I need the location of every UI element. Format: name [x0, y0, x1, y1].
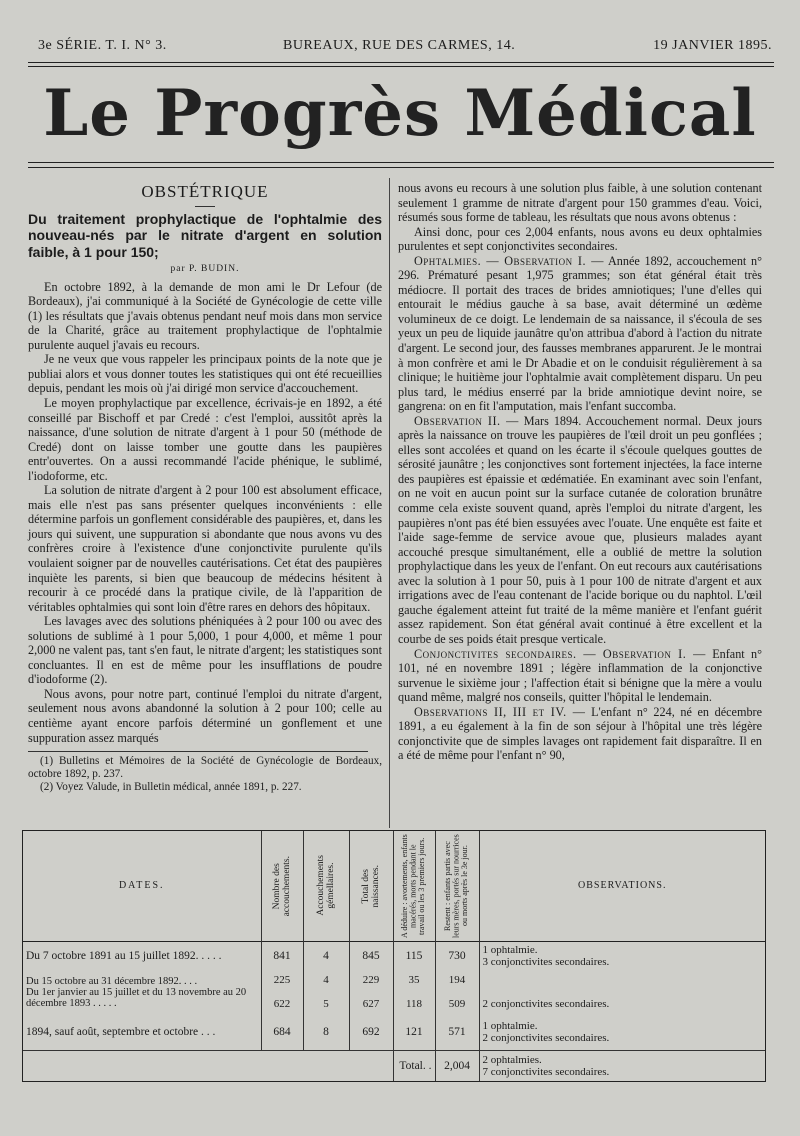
cell-observations: 1 ophtalmie. 3 conjonctivites secondaires. — [482, 943, 610, 968]
observation — [398, 705, 762, 763]
table-header-row — [23, 831, 765, 941]
cell-value: 8 — [303, 1015, 349, 1050]
cell-value: 225 622 — [261, 970, 303, 1015]
article-author: par P. BUDIN. — [170, 264, 240, 275]
footnote: (1) Bulletins et Mémoires de la Société de Gynécologie de Bordeaux, octobre 1892, p. 237. — [28, 755, 382, 781]
cell-value: 4 5 — [303, 970, 349, 1015]
observation — [398, 647, 762, 705]
header-dates: DATES. — [23, 831, 261, 941]
cell-value: 730 — [435, 941, 479, 970]
observation-lead: Conjonctivites secondaires. — Observation I. — — [414, 646, 706, 661]
issue-address: BUREAUX, RUE DES CARMES, 14. — [283, 38, 516, 53]
masthead-rule — [28, 162, 774, 163]
observation-text: Enfant n° 101, né en novembre 1891 ; légère inflammation de la conjonctive survenue le sixième jour ; l'affection était si bénigne que la mère a voulu quand même, malgré nos conseils, quitter l'hôpital le lendemain. — [398, 646, 762, 705]
footnote-rule — [28, 751, 368, 752]
cell-value: 35 118 — [393, 970, 435, 1015]
cell-value: 684 — [261, 1015, 303, 1050]
cell-value: 845 — [349, 941, 393, 970]
statistics-table — [22, 830, 766, 1082]
header-rule — [28, 62, 774, 63]
paragraph: Le moyen prophylactique par excellence, écrivais-je en 1892, a été conseillé par Bischoff et par Credé : c'est l'emploi, aussitôt après la naissance, d'une solution de nitrate d'argent à 1 pour 50 (méthode de Credé) dont on laisse tomber une goutte dans les paupières entr'ouvertes. On a aussi recommandé l'acide phénique, le sublimé, l'iodoforme, etc. — [28, 395, 382, 483]
masthead: Le Progrès Médical — [43, 76, 757, 151]
table-total-row — [23, 1050, 765, 1081]
footnote: (2) Voyez Valude, in Bulletin médical, année 1891, p. 227. — [40, 781, 302, 794]
total-label: Total. . — [393, 1050, 435, 1081]
table-row — [23, 970, 765, 1015]
observation — [398, 414, 762, 647]
header-total-naissances: Total des naissances. — [349, 831, 393, 941]
section-title: OBSTÉTRIQUE — [141, 182, 269, 201]
header-gemellaires: Accouchements gémellaires. — [303, 831, 349, 941]
table-row — [23, 1015, 765, 1050]
paragraph: Ainsi donc, pour ces 2,004 enfants, nous avons eu deux ophtalmies purulentes et sept conjonctivites secondaires. — [398, 224, 762, 254]
issue-header — [38, 38, 772, 56]
cell-value: 194 509 — [435, 970, 479, 1015]
cell-value: 4 — [303, 941, 349, 970]
observation-lead: Observation II. — — [414, 413, 519, 428]
cell-value: 571 — [435, 1015, 479, 1050]
cell-dates: Du 7 octobre 1891 au 15 juillet 1892. . . . . — [23, 941, 261, 970]
observation-text: Mars 1894. Accouchement normal. Deux jours après la naissance on trouve les paupières de l'œil droit un peu gonflées ; elles sont accolées et quand on les écarte il s'écoule quelques gouttes de sérosité jaunâtre ; les conjonctives sont fortement injectées, la face interne des paupières est épaissie et œdématiée. En examinant avec soin l'enfant, on ne voit en aucun point sur la surface cutanée de coloration brunâtre comme cela existe souvent quand, après l'emploi du nitrate d'argent, les paupières n'ont pas été bien essuyées avec l'ouate. Une enquête est faite et l'aide sage-femme de service avoue que, plusieurs malades ayant accouché presque simultanément, elle a oublié de mettre la solution prophylactique dans les yeux de l'enfant. On eut recours aux cautérisations avec la solution à 1 pour 50, puis à 1 pour 100 de nitrate d'argent et aux irrigations avec de l'eau contenant de l'acide borique ou du naphtol. L'œil gauche également atteint fut traité de la même manière et l'enfant guérit assez rapidement. Son état général avait continué à être excellent et la courbe de ses poids était presque verticale. — [398, 413, 762, 646]
header-rule-thin — [28, 66, 774, 67]
observation-lead: Observations II, III et IV. — — [414, 704, 586, 719]
paragraph: Je ne veux que vous rappeler les principaux points de la note que je publiai alors et vous donner toutes les statistiques qui ont été recueillies depuis, pendant les mois où j'ai dirigé mon service d'accouchement. — [28, 352, 382, 396]
paragraph: La solution de nitrate d'argent à 2 pour 100 est absolument efficace, mais elle n'est pas sans présenter quelques inconvénients : elle détermine parfois un gonflement considérable des paupières, et, dans les jours qui suivent, une suppuration si abondante que nous avons vu des confrères croire à l'existence d'une conjonctivite purulente qu'ils voulaient soigner par de nouvelles cautérisations. Cet état des paupières inquiète les parents, si bien que beaucoup de médecins hésitent à recourir à ce procédé dans la pratique civile, de là l'apparition de véritables ophtalmies qui sont loin d'être rares en dehors des hôpitaux. — [28, 483, 382, 614]
observation-text: Année 1892, accouchement n° 296. Prématuré pesant 1,975 grammes; son état général était très médiocre. Il portait des traces de brides amniotiques; l'une d'elles qui entourait le médius gauche à sa base, avait déterminé un œdème volumineux de ce doigt. Le lendemain de sa naissance, il s'écoula de ses yeux un peu de liquide jaunâtre qu'on attribua d'abord à l'action du nitrate d'argent. Le second jour, des fausses membranes apparurent. Je le montrai à mon confrère et ami le Dr Abadie et on le conduisit régulièrement à sa clinique; le huitième jour l'ophtalmie avait complètement disparu. Un peu plus tard, le médius enserré par la bride amniotique devint noire, se gangrena: on en fit l'amputation, mais l'enfant succomba. — [398, 253, 762, 414]
header-restent: Restent : enfants partis avec leurs mères, portés sur nourrices ou morts après le 3e jour. — [435, 831, 479, 941]
observation-text: L'enfant n° 224, né en décembre 1891, a eu également à la fin de son séjour à l'hôpital une très légère conjonctivite que de simples lavages ont rapidement fait disparaître. Il en a été de même pour l'enfant n° 90, — [398, 704, 763, 763]
paragraph: Nous avons, pour notre part, continué l'emploi du nitrate d'argent, seulement nous avons abandonné la solution à 2 pour 100; celle au centième ayant encore parfois déterminé un gonflement et une suppuration assez marqués — [28, 686, 382, 745]
cell-value: 121 — [393, 1015, 435, 1050]
table-row — [23, 941, 765, 970]
right-column — [398, 181, 762, 763]
observation — [398, 254, 762, 414]
total-observations: 2 ophtalmies. 7 conjonctivites secondaires. — [479, 1050, 765, 1081]
cell-empty — [23, 1050, 393, 1081]
paragraph: Les lavages avec des solutions phéniquées à 2 pour 100 ou avec des solutions de sublimé à 1 pour 5,000, 1 pour 4,000, et même 1 pour 2,000 ne valent pas, tant s'en faut, le nitrate d'argent; les statistiques sont concluantes. Il en est de même pour les insufflations de poudre d'iodoforme (2). — [28, 614, 382, 687]
left-column — [28, 183, 382, 794]
title-dash — [195, 206, 215, 207]
cell-dates: Du 15 octobre au 31 décembre 1892. . . . Du 1er janvier au 15 juillet et du 13 novembre au 20 décembre 1893 . . . . . — [23, 970, 261, 1015]
cell-observations: 2 conjonctivites secondaires. — [482, 998, 610, 1011]
issue-date: 19 JANVIER 1895. — [653, 38, 772, 53]
column-separator — [389, 178, 390, 828]
cell-dates: 1894, sauf août, septembre et octobre . . . — [23, 1015, 261, 1050]
observation-lead: Ophtalmies. — Observation I. — — [414, 253, 604, 268]
paragraph: En octobre 1892, à la demande de mon ami le Dr Lefour (de Bordeaux), j'ai communiqué à la Société de Gynécologie de cette ville (1) les résultats que j'avais obtenus pendant neuf mois dans mon service de la Charité, grâce au traitement prophylactique de l'ophtalmie purulente auquel j'avais eu recours. — [28, 279, 382, 352]
cell-value: 692 — [349, 1015, 393, 1050]
issue-series: 3e SÉRIE. T. I. N° 3. — [38, 38, 167, 53]
cell-observations: 1 ophtalmie. 2 conjonctivites secondaires. — [482, 1020, 610, 1045]
cell-value: 229 627 — [349, 970, 393, 1015]
header-a-deduire: A déduire : avortements, enfants macérés, morts pendant le travail ou les 3 premiers jours. — [393, 831, 435, 941]
total-value: 2,004 — [435, 1050, 479, 1081]
masthead-rule-thin — [28, 167, 774, 168]
header-observations: OBSERVATIONS. — [578, 880, 667, 892]
paragraph: nous avons eu recours à une solution plus faible, à une solution contenant seulement 1 gramme de nitrate d'argent pour 150 grammes d'eau. Voici, résumés sous forme de tableau, les résultats que nous avons obtenus : — [398, 181, 762, 225]
article-title: Du traitement prophylactique de l'ophtalmie des nouveau-nés par le nitrate d'argent en solution faible, à 1 pour 150; — [28, 210, 382, 260]
header-accouchements: Nombre des accouchements. — [261, 831, 303, 941]
cell-value: 115 — [393, 941, 435, 970]
cell-value: 841 — [261, 941, 303, 970]
